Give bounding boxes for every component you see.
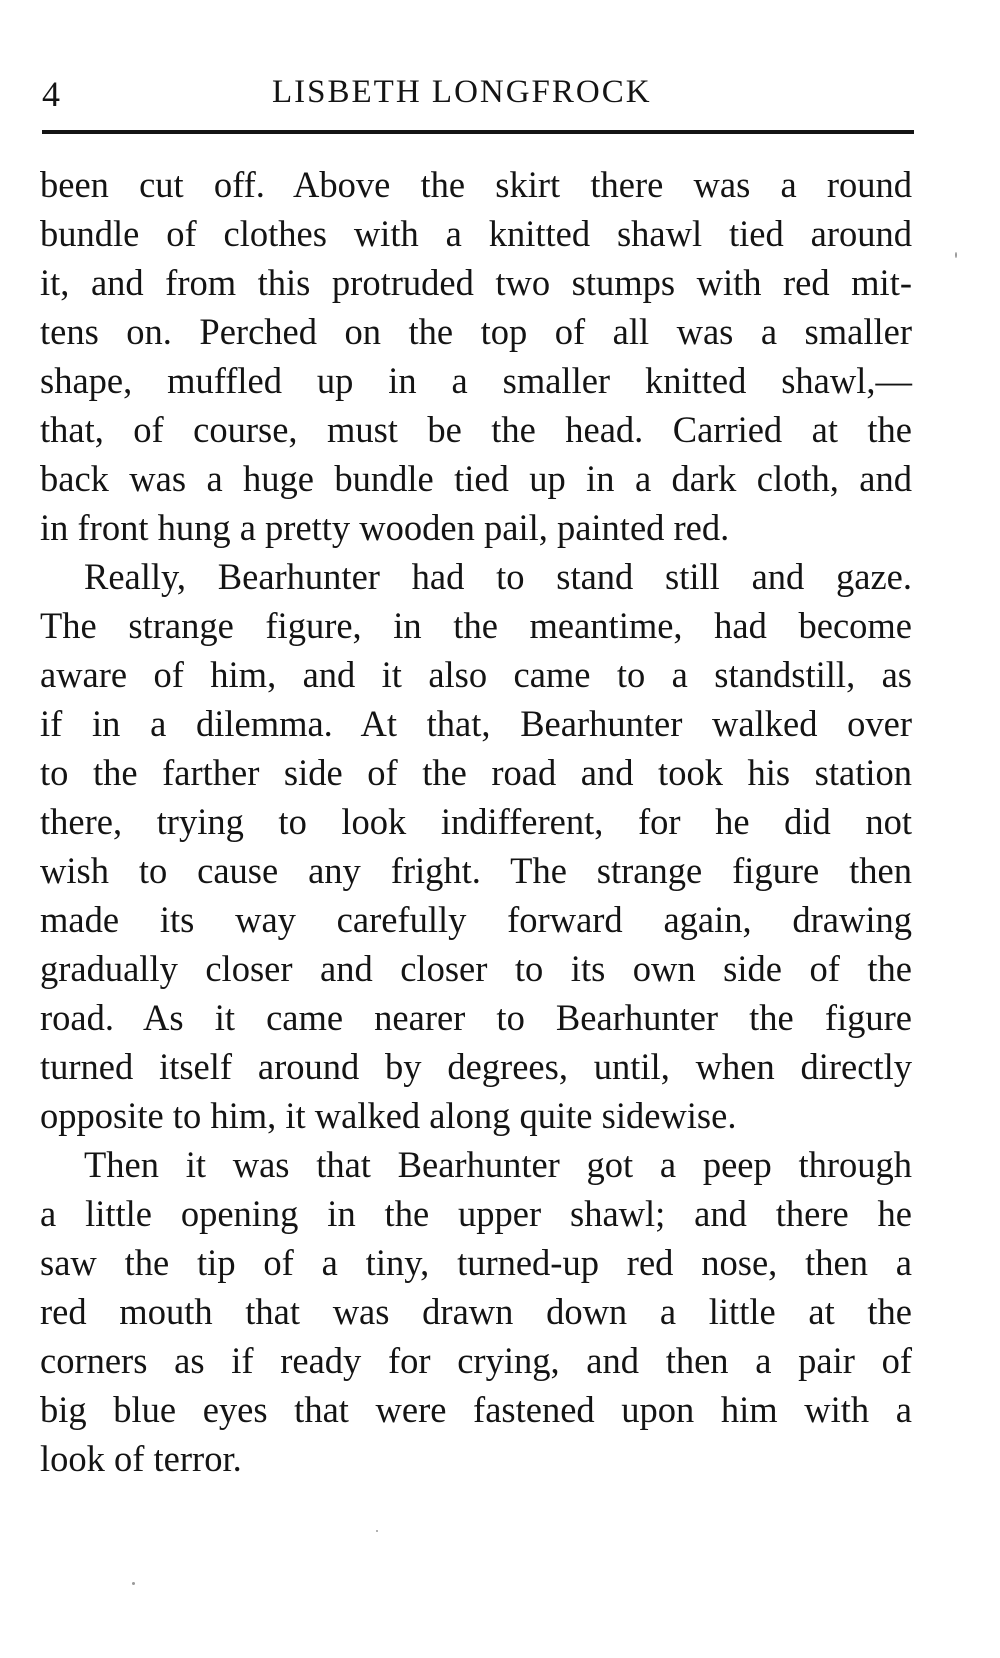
- text-line: a little opening in the upper shawl; and there he: [40, 1193, 912, 1234]
- text-line: there, trying to look indifferent, for he did not: [40, 801, 912, 842]
- text-line: The strange figure, in the meantime, had become: [40, 605, 912, 646]
- text-line: saw the tip of a tiny, turned-up red nose, then a: [40, 1242, 912, 1283]
- page-number: 4: [42, 74, 60, 114]
- text-line: Then it was that Bearhunter got a peep through: [84, 1144, 912, 1185]
- running-head: LISBETH LONGFROCK: [272, 74, 652, 110]
- text-line: big blue eyes that were fastened upon him with a: [40, 1389, 912, 1430]
- text-line: aware of him, and it also came to a standstill, as: [40, 654, 912, 695]
- header-rule: [42, 130, 914, 134]
- text-line: it, and from this protruded two stumps with red mit-: [40, 262, 912, 303]
- body-text: [40, 160, 912, 1483]
- text-line: back was a huge bundle tied up in a dark cloth, and: [40, 458, 912, 499]
- text-line: made its way carefully forward again, drawing: [40, 899, 912, 940]
- text-line: turned itself around by degrees, until, when directly: [40, 1046, 912, 1087]
- text-line: corners as if ready for crying, and then a pair of: [40, 1340, 912, 1381]
- text-line: look of terror.: [40, 1438, 242, 1479]
- text-line: shape, muffled up in a smaller knitted shawl,—: [40, 360, 912, 401]
- paragraph: [40, 1140, 912, 1483]
- text-line: in front hung a pretty wooden pail, painted red.: [40, 507, 730, 548]
- print-speck: [955, 252, 957, 258]
- text-line: road. As it came nearer to Bearhunter the figure: [40, 997, 912, 1038]
- print-speck: [376, 1530, 378, 1532]
- print-speck: [132, 1582, 135, 1585]
- text-line: Really, Bearhunter had to stand still and gaze.: [84, 556, 912, 597]
- paragraph: [40, 160, 912, 552]
- text-line: bundle of clothes with a knitted shawl tied around: [40, 213, 912, 254]
- text-line: if in a dilemma. At that, Bearhunter walked over: [40, 703, 912, 744]
- text-line: that, of course, must be the head. Carried at the: [40, 409, 912, 450]
- text-line: been cut off. Above the skirt there was a round: [40, 164, 912, 205]
- text-line: to the farther side of the road and took his station: [40, 752, 912, 793]
- paragraph: [40, 552, 912, 1140]
- text-line: wish to cause any fright. The strange figure then: [40, 850, 912, 891]
- text-line: opposite to him, it walked along quite sidewise.: [40, 1095, 737, 1136]
- text-line: red mouth that was drawn down a little at the: [40, 1291, 912, 1332]
- text-line: tens on. Perched on the top of all was a smaller: [40, 311, 912, 352]
- text-line: gradually closer and closer to its own side of the: [40, 948, 912, 989]
- page-header: [42, 64, 912, 114]
